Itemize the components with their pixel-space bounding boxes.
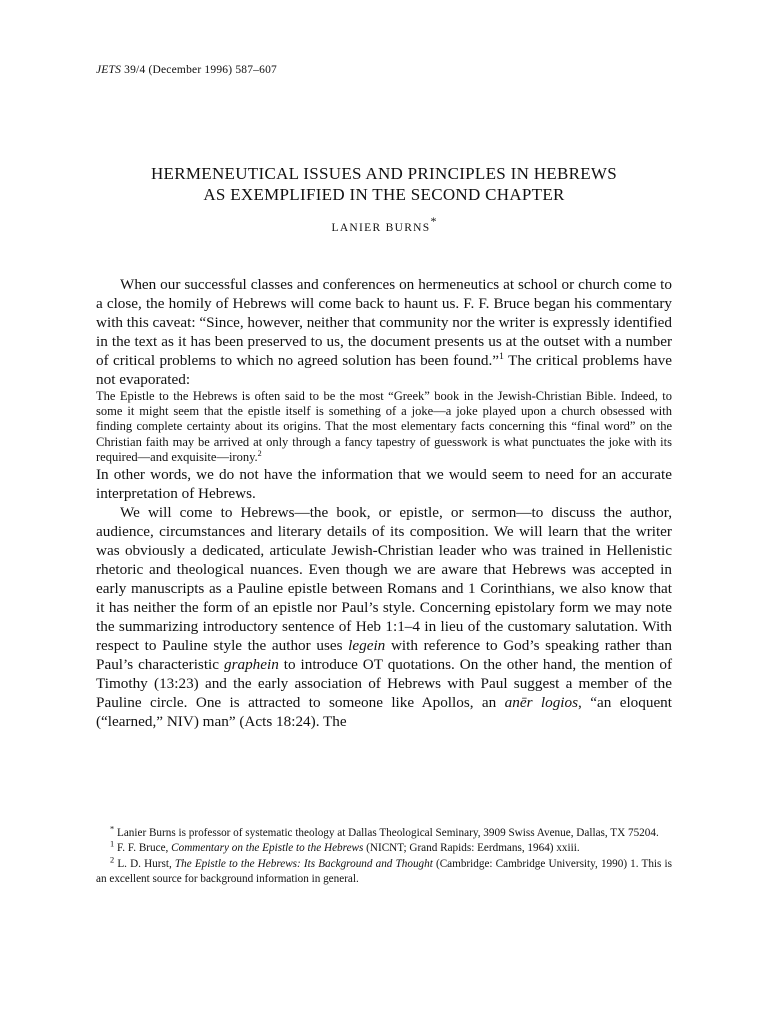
running-header <box>96 64 277 76</box>
title-line-2: AS EXEMPLIFIED IN THE SECOND CHAPTER <box>203 185 565 204</box>
article-title <box>96 163 672 205</box>
term-graphein: graphein <box>223 656 279 674</box>
paragraph-2: In other words, we do not have the information that we would seem to need for an accurate interpretation of Hebrews. <box>96 466 672 503</box>
footnote-1-part-b: (NICNT; Grand Rapids: Eerdmans, 1964) xxiii. <box>363 842 580 855</box>
block-quote-text: The Epistle to the Hebrews is often said to be the most “Greek” book in the Jewish-Christian Bible. Indeed, to some it might seem that the epistle itself is something of a joke—a joke played upon a church obsessed with finding complete certainty about its origins. That the most elementary facts concerning this “final word” on the Christian faith may be arrived at only through a fancy tapestry of guesswork is what punctuates the joke with its required—and exquisite—irony. <box>96 389 672 464</box>
author-footnote-mark: * <box>430 214 437 229</box>
footnote-author-text: Lanier Burns is professor of systematic theology at Dallas Theological Seminary, 3909 Swiss Avenue, Dallas, TX 75204. <box>114 827 659 839</box>
paragraph-3-part-d: , “an eloquent (“learned,” NIV) man” (Acts 18:24). The <box>96 694 672 731</box>
footnote-2-part-b: (Cambridge: Cambridge University, 1990) 1. This is an excellent source for background information in general. <box>96 857 672 886</box>
paragraph-1-tail: The critical problems have not evaporated: <box>96 352 672 388</box>
paragraph-1 <box>96 275 672 389</box>
footnote-1-mark: 1 <box>110 839 115 849</box>
journal-citation: 39/4 (December 1996) 587–607 <box>121 64 277 76</box>
footnote-ref-1: 1 <box>499 350 504 362</box>
title-line-1: HERMENEUTICAL ISSUES AND PRINCIPLES IN HEBREWS <box>150 164 618 183</box>
footnote-2 <box>96 857 672 888</box>
footnote-1 <box>96 841 672 856</box>
author-byline <box>96 214 672 234</box>
term-aner-logios: anēr logios <box>504 694 579 712</box>
term-legein: legein <box>348 637 386 655</box>
footnote-2-part-a: L. D. Hurst, <box>114 857 175 870</box>
paragraph-3-part-c: to introduce OT quotations. On the other hand, the mention of Timothy (13:23) and the early association of Hebrews with Paul suggest a member of the Pauline circle. One is attracted to someone like Apollos, an <box>96 656 672 712</box>
footnote-author-mark: * <box>110 824 115 834</box>
paragraph-1-text: When our successful classes and conferences on hermeneutics at school or church come to a close, the homily of Hebrews will come back to haunt us. F. F. Bruce began his commentary with this caveat: “Since, however, neither that community nor the writer is expressly identified in the text as it has been preserved to us, the document presents us at the outset with a number of critical problems to which no agreed solution has been found.” <box>96 276 672 369</box>
footnote-2-title: The Epistle to the Hebrews: Its Background and Thought <box>174 857 433 870</box>
footnote-author <box>96 826 672 841</box>
paragraph-3 <box>96 503 672 731</box>
footnotes <box>96 826 672 888</box>
block-quote <box>96 389 672 465</box>
footnote-2-mark: 2 <box>110 855 115 865</box>
footnote-1-part-a: F. F. Bruce, <box>114 842 172 855</box>
footnote-ref-2: 2 <box>257 448 262 458</box>
article-body <box>96 275 672 731</box>
footnote-1-title: Commentary on the Epistle to the Hebrews <box>171 842 364 855</box>
paragraph-3-part-a: We will come to Hebrews—the book, or epistle, or sermon—to discuss the author, audience, circumstances and literary details of its composition. We will learn that the writer was obviously a dedicated, articulate Jewish-Christian leader who was trained in Hellenistic rhetoric and theological nuances. Even though we are aware that Hebrews was accepted in early manuscripts as a Pauline epistle between Romans and 1 Corinthians, we also know that it has neither the form of an epistle nor Paul’s style. Concerning epistolary form we may note the summarizing introductory sentence of Heb 1:1–4 in lieu of the customary salutation. With respect to Pauline style the author uses <box>96 504 672 655</box>
author-name: LANIER BURNS <box>331 222 431 234</box>
journal-name: JETS <box>96 64 122 76</box>
paragraph-3-part-b: with reference to God’s speaking rather than Paul’s characteristic <box>96 637 672 674</box>
